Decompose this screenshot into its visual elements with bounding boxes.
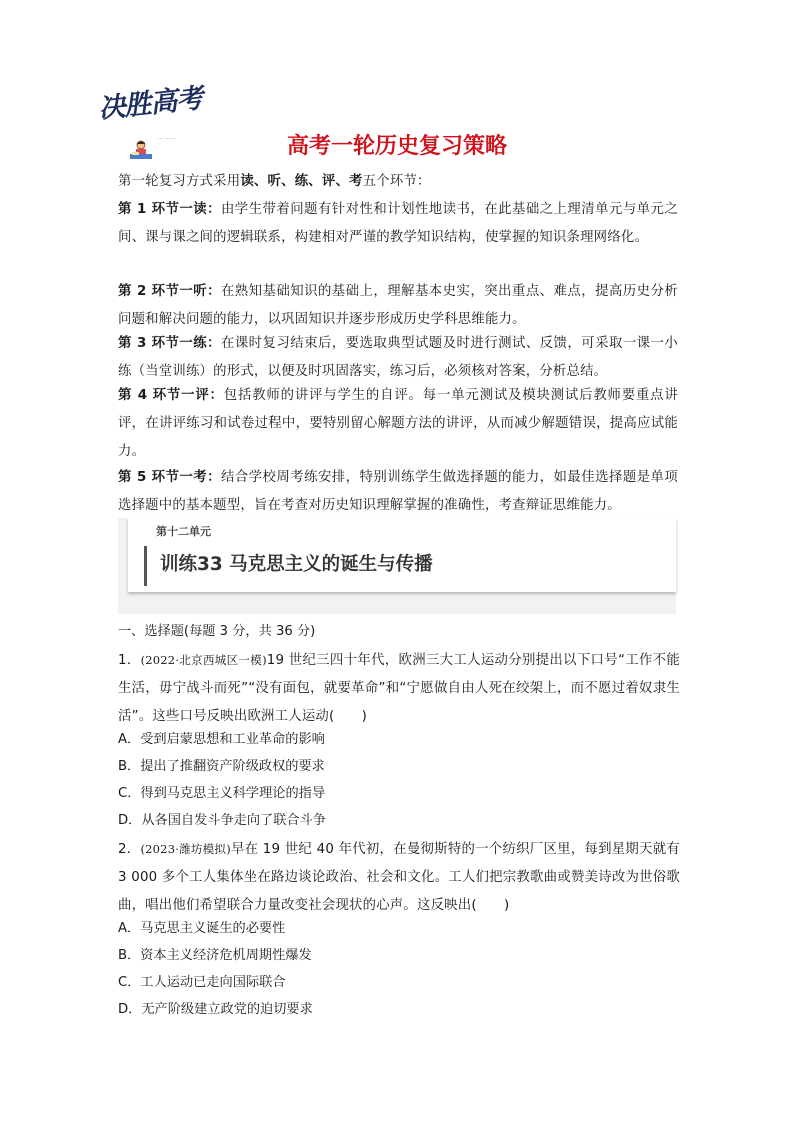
step-paragraph-2 [118, 278, 678, 334]
option[interactable]: A．受到启蒙思想和工业革命的影响 [118, 732, 325, 747]
option[interactable]: A．马克思主义诞生的必要性 [118, 921, 286, 936]
logo-subtext: … … … [158, 135, 177, 141]
banner-accent-bar [144, 546, 147, 586]
option[interactable]: D．从各国自发斗争走向了联合斗争 [118, 813, 326, 828]
intro-suffix: 五个环节： [362, 174, 431, 189]
question-number: 1． [118, 653, 141, 668]
question-number: 2． [118, 842, 141, 857]
intro-emphasis: 读、听、练、评、考 [240, 174, 363, 189]
question-2 [118, 835, 680, 920]
step-label: 第 3 环节一练： [118, 336, 221, 351]
training-title: 训练33 马克思主义的诞生与传播 [160, 554, 433, 575]
step-label: 第 2 环节一听： [118, 284, 221, 299]
question-1 [118, 646, 680, 731]
unit-banner [118, 518, 676, 614]
unit-label: 第十二单元 [156, 525, 211, 538]
step-label: 第 4 环节一评： [118, 388, 224, 403]
step-label: 第 5 环节一考： [118, 470, 221, 485]
step-label: 第 1 环节一读： [118, 202, 221, 217]
logo-text: 决胜高考 [97, 83, 204, 125]
intro-prefix: 第一轮复习方式采用 [118, 174, 241, 189]
question-stem: 19 世纪三四十年代，欧洲三大工人运动分别提出以下口号“工作不能生活，毋宁战斗而死”“没有面包，就要革命”和“宁愿做自由人死在绞架上，而不愿过着奴隶生活”。这些口号反映出欧洲工人运动( ) [118, 653, 680, 724]
option[interactable]: B．提出了推翻资产阶级政权的要求 [118, 759, 325, 774]
question-source: (2023·潍坊模拟) [140, 842, 231, 856]
option[interactable]: D．无产阶级建立政党的迫切要求 [118, 1002, 313, 1017]
section-heading: 一、选择题(每题 3 分，共 36 分) [118, 624, 316, 639]
step-text: 结合学校周考练安排，特别训练学生做选择题的能力，如最佳选择题是单项选择题中的基本题型，旨在考查对历史知识理解掌握的准确性，考查辩证思维能力。 [118, 470, 678, 513]
step-paragraph-5 [118, 464, 678, 520]
step-paragraph-1 [118, 196, 678, 252]
question-source: (2022·北京西城区一模) [140, 653, 267, 667]
step-paragraph-4 [118, 382, 678, 466]
intro-paragraph [118, 168, 678, 196]
step-text: 在课时复习结束后，要选取典型试题及时进行测试、反馈，可采取一课一小练（当堂训练）的形式，以便及时巩固落实，练习后，必须核对答案，分析总结。 [118, 336, 678, 379]
page-title: 高考一轮历史复习策略 [286, 134, 507, 159]
step-text: 在熟知基础知识的基础上，理解基本史实，突出重点、难点，提高历史分析问题和解决问题的能力，以巩固知识并逐步形成历史学科思维能力。 [118, 284, 678, 327]
unit-banner-card [128, 518, 676, 592]
step-text: 由学生带着问题有针对性和计划性地读书，在此基础之上理清单元与单元之间、课与课之间的逻辑联系，构建相对严谨的教学知识结构，使掌握的知识条理网络化。 [118, 202, 678, 245]
option[interactable]: C．得到马克思主义科学理论的指导 [118, 786, 326, 801]
step-paragraph-3 [118, 330, 678, 386]
question-stem: 早在 19 世纪 40 年代初，在曼彻斯特的一个纺织厂区里，每到星期天就有 3 000 多个工人集体坐在路边谈论政治、社会和文化。工人们把宗教歌曲或赞美诗改为世俗歌曲，唱出他们希望联合力量改变社会现状的心声。这反映出( ) [118, 842, 680, 913]
option[interactable]: B．资本主义经济危机周期性爆发 [118, 948, 312, 963]
step-text: 包括教师的讲评与学生的自评。每一单元测试及模块测试后教师要重点讲评，在讲评练习和试卷过程中，要特别留心解题方法的讲评，从而减少解题错误，提高应试能力。 [118, 388, 678, 459]
option[interactable]: C．工人运动已走向国际联合 [118, 975, 286, 990]
